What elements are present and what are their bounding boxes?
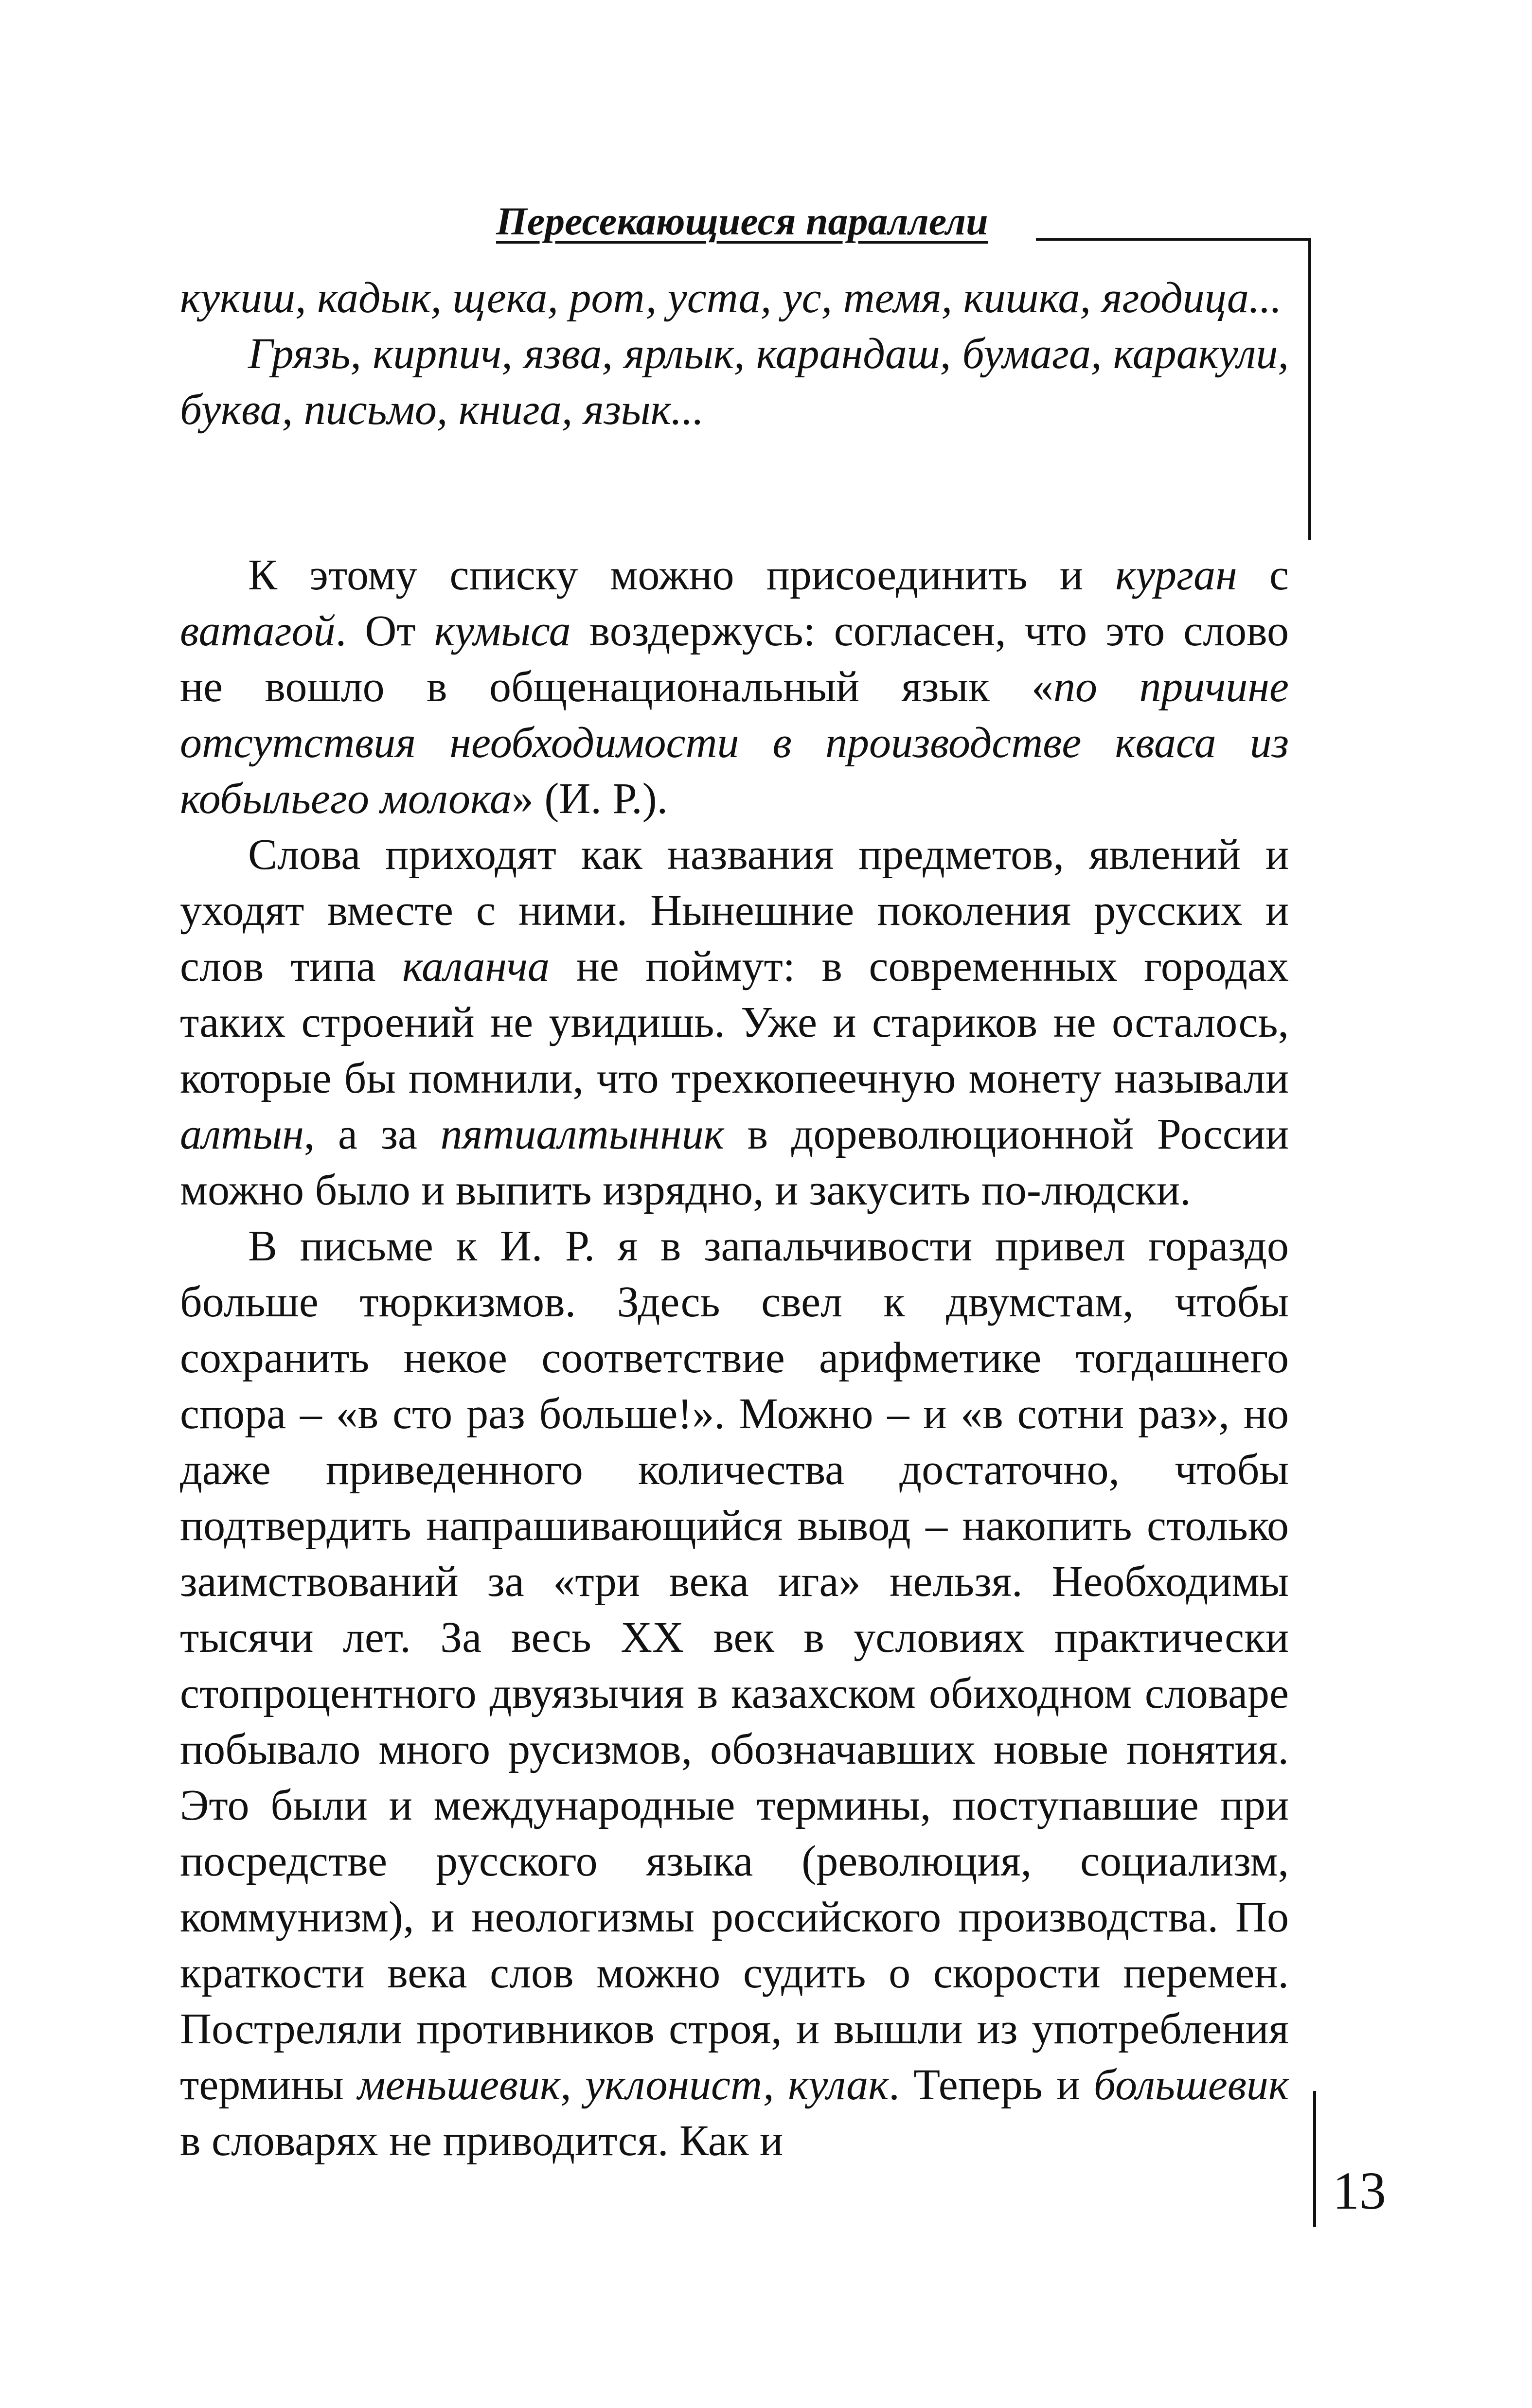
text-run: » (И. Р.).: [511, 775, 668, 823]
text-run: К этому списку можно присоединить и: [248, 551, 1116, 599]
text-run: В письме к И. Р. я в запальчивости привел гораздо больше тюркизмов. Здесь свел к двумстам, чтобы сохранить некое соответствие арифметике тогдашнего спора – «в сто раз больше!». Можно – и «в сотни раз», но даже приведенного количества достаточно, чтобы подтвердить напрашивающийся вывод – накопить столько заимствований за «три века ига» нельзя. Необходимы тысячи лет. За весь XX век в условиях практически стопроцентного двуязычия в казахском обиходном словаре побывало много русизмов, обозначавших новые понятия. Это были и международные термины, поступавшие при посредстве русского языка (революция, социализм, коммунизм), и неологизмы российского производства. По краткости века слов можно судить о скорости перемен. Постреляли противников строя, и вышли из употребления термины: [180, 1222, 1289, 2109]
page-number: 13: [1333, 2161, 1386, 2220]
paragraph-2: [180, 827, 1289, 1218]
italic-term: меньшевик, уклонист, кулак: [357, 2061, 889, 2109]
italic-term: пятиалтынник: [440, 1110, 725, 1158]
margin-rule-bottom: [1313, 2091, 1316, 2227]
italic-term: курган: [1115, 551, 1237, 599]
italic-term: ватагой: [180, 607, 336, 655]
text-run: , а за: [303, 1110, 441, 1158]
margin-rule-top: [1308, 238, 1311, 540]
italic-term: кумыса: [434, 607, 571, 655]
italic-quote: по причине отсутствия необходимости в производстве кваса из кобыльего молока: [180, 663, 1289, 823]
italic-term: алтын: [180, 1110, 304, 1158]
header-rule: [1036, 238, 1308, 241]
text-run: в дореволюционной России можно было и выпить изрядно, и закусить по-людски.: [180, 1110, 1289, 1214]
text-run: воздержусь: согласен, что это слово не вошло в общенациональный язык «: [180, 607, 1289, 711]
body-text: [180, 547, 1289, 2169]
paragraph-1: [180, 547, 1289, 827]
quoted-word-list: [180, 270, 1289, 438]
text-run: . Теперь и: [889, 2061, 1094, 2109]
running-header: [496, 195, 1308, 248]
text-run: с: [1237, 551, 1289, 599]
word-list-line-2: Грязь, кирпич, язва, ярлык, карандаш, бумага, каракули, буква, письмо, книга, язык...: [180, 330, 1289, 434]
italic-term: каланча: [402, 942, 550, 991]
text-run: . От: [335, 607, 434, 655]
text-run: Слова приходят как названия предметов, явлений и уходят вместе с ними. Нынешние поколения русских и слов типа: [180, 831, 1289, 991]
text-run: в словарях не приводится. Как и: [180, 2117, 784, 2165]
paragraph-3: [180, 1218, 1289, 2169]
italic-term: большевик: [1093, 2061, 1289, 2109]
text-run: не поймут: в современных городах таких строений не увидишь. Уже и стариков не осталось, которые бы помнили, что трехкопеечную монету называли: [180, 942, 1289, 1102]
running-header-title: Пересекающиеся параллели: [496, 199, 988, 243]
word-list-line-1: кукиш, кадык, щека, рот, уста, ус, темя, кишка, ягодица...: [180, 274, 1282, 322]
